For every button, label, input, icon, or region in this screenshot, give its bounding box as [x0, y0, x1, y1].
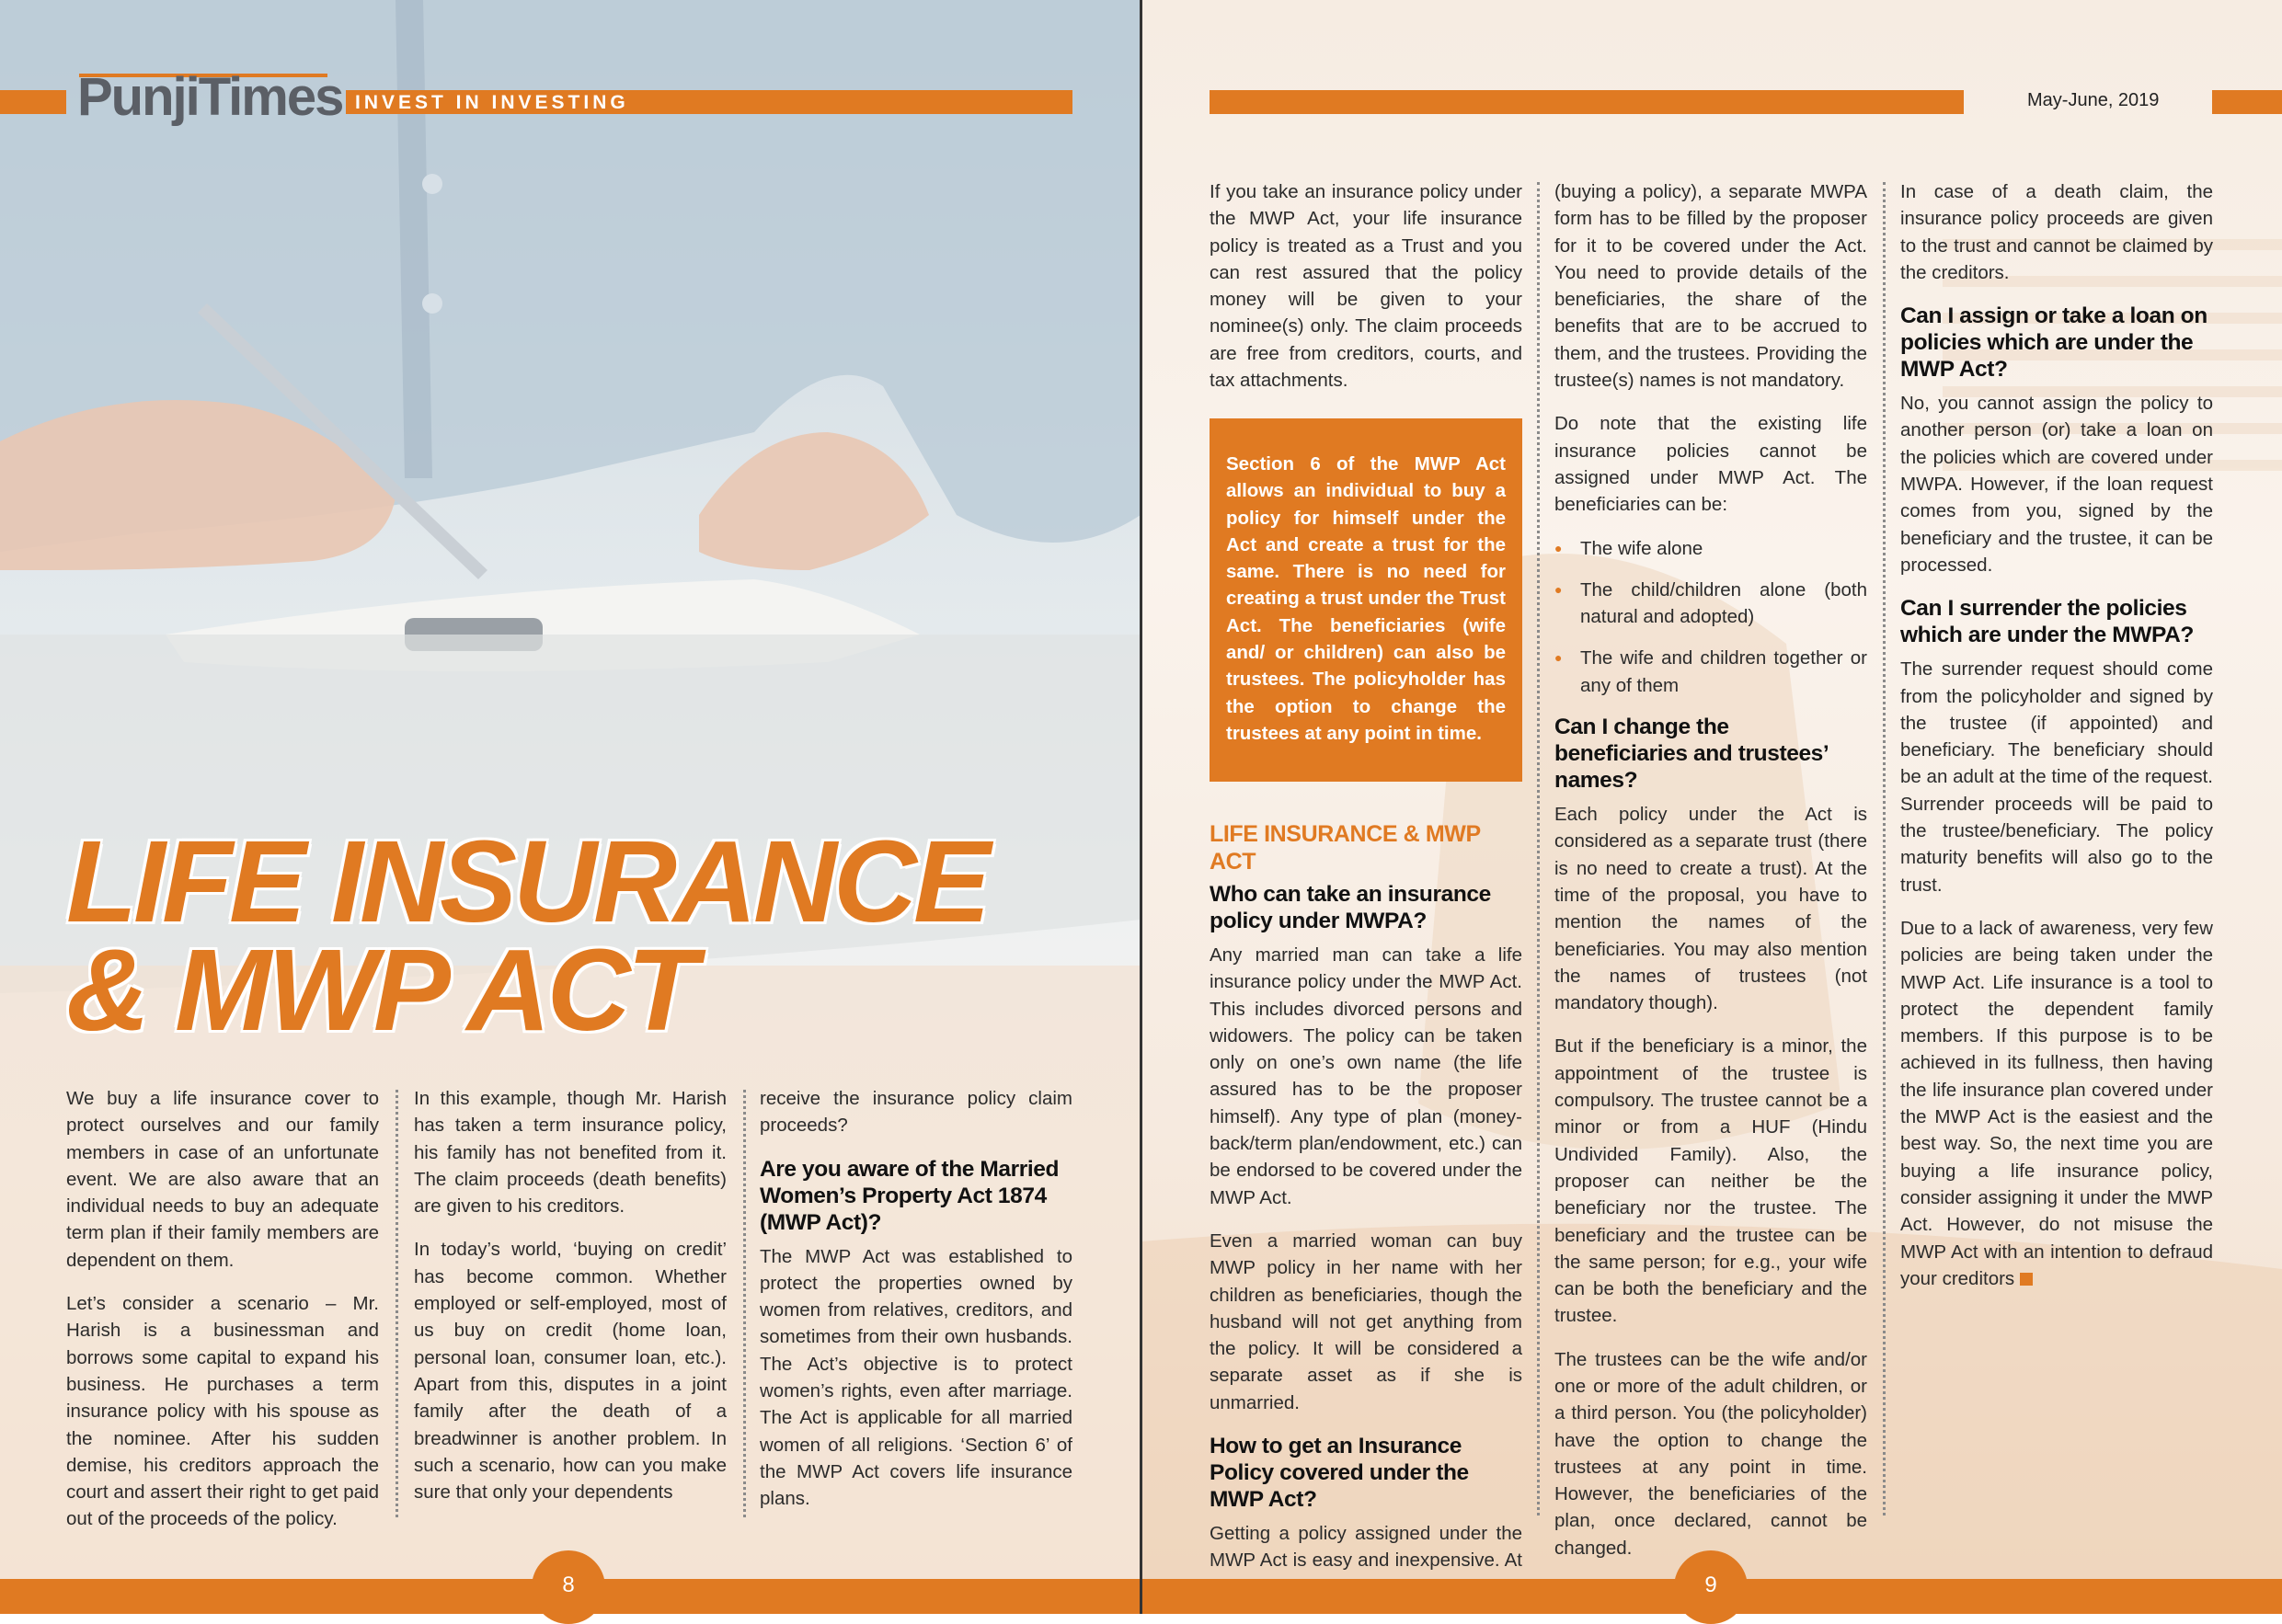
column-divider: [1537, 182, 1540, 1515]
closing-paragraph: Due to a lack of awareness, very few policies are being taken under the MWP Act. Life insurance is a tool to protect the dependent family members. If this purpose is to be achieved in its fullness, then having the life insurance plan covered under the MWP Act is the easiest and the best way. So, the next time you are buying a life insurance policy, consider assigning it under the MWP Act. However, do not misuse the MWP Act with an intention to defraud your creditors: [1900, 917, 2213, 1289]
paragraph: Do note that the existing life insurance policies cannot be assigned under MWP Act. The beneficiaries can be:: [1554, 413, 1867, 516]
left-column-3: [760, 1085, 1072, 1529]
article-title: [66, 817, 1078, 1055]
subheading: Are you aware of the Married Women’s Property Act 1874 (MWP Act)?: [760, 1156, 1060, 1235]
list-item: ● The child/children alone (both natural and adopted): [1554, 577, 1867, 631]
subheading: How to get an Insurance Policy covered under the MWP Act?: [1210, 1434, 1469, 1513]
left-column-2: [414, 1085, 727, 1522]
paragraph: (buying a policy), a separate MWPA form has to be filled by the proposer for it to be covered under the Act. You need to provide details of the beneficiaries, the share of the benefits that are to be accrued to them, and the trustees. Providing the trustee(s) names is not mandatory.: [1554, 181, 1867, 392]
title-line-2: & MWP ACT: [66, 925, 694, 1055]
paragraph: If you take an insurance policy under the MWP Act, your life insurance policy is treated as a Trust and you can rest assured that the policy money will be given to your nominee(s) only. The claim proceeds are free from creditors, courts, and tax attachments.: [1210, 181, 1522, 392]
subheading: Who can take an insurance policy under MWPA?: [1210, 882, 1491, 933]
paragraph: In case of a death claim, the insurance policy proceeds are given to the trust and cannot be claimed by the creditors.: [1900, 181, 2213, 283]
issue-date: May-June, 2019: [2027, 90, 2160, 110]
column-divider: [396, 1090, 398, 1517]
subheading: Can I change the beneficiaries and trustees’ names?: [1554, 715, 1828, 794]
paragraph: We buy a life insurance cover to protect ourselves and our family members in case of an unfortunate event. We are also aware that an individual needs to buy an adequate term plan if their family members are dependent on them.: [66, 1088, 379, 1271]
paragraph: [1900, 915, 2213, 1292]
header-bar-right-end: [2212, 90, 2282, 114]
paragraph: No, you cannot assign the policy to another person (or) take a loan on the policies which are covered under MWPA. However, if the loan request comes from you, signed by the beneficiary and the trustee, it can be processed.: [1900, 393, 2213, 576]
column-divider: [1883, 182, 1886, 1515]
page-number-right: 9: [1674, 1550, 1748, 1624]
beneficiary-list: [1554, 535, 1867, 699]
paragraph: But if the beneficiary is a minor, the appointment of the trustee is compulsory. The trustee cannot be a minor or from a HUF (Hindu Undivided Family). Also, the proposer can neither be the beneficiary nor the trustee. The beneficiary and the trustee can be the same person; for e.g., your wife can be both the beneficiary and the trustee.: [1554, 1035, 1867, 1327]
paragraph: In this example, though Mr. Harish has taken a term insurance policy, his family has not benefited from it. The claim proceeds (death benefits) are given to his creditors.: [414, 1088, 727, 1218]
page-number-left: 8: [532, 1550, 605, 1624]
end-mark-icon: [2020, 1273, 2033, 1286]
paragraph: Let’s consider a scenario – Mr. Harish is a businessman and borrows some capital to expand his business. He purchases a term insurance policy with his spouse as the nominee. After his sudden demise, his creditors approach the court and assert their right to get paid out of the proceeds of the policy.: [66, 1293, 379, 1530]
paragraph: receive the insurance policy claim proceeds?: [760, 1088, 1072, 1137]
right-column-3: [1900, 178, 2213, 1309]
paragraph: The surrender request should come from the policyholder and signed by the trustee (if appointed) and beneficiary. The beneficiary should be an adult at the time of the request. Surrender proceeds will be paid to the trustee/beneficiary. The policy maturity benefits will also go to the trust.: [1900, 658, 2213, 896]
paragraph: Any married man can take a life insurance policy under the MWP Act. This includes divorced persons and widowers. The policy can be taken only on one’s own name (the life assured has to be the proposer himself). Any type of plan (money-back/term plan/endowment, etc.) can be endorsed to be covered under the MWP Act.: [1210, 944, 1522, 1208]
paragraph: The MWP Act was established to protect the properties owned by women from relatives, creditors, and sometimes from their own husbands. The Act’s objective is to protect women’s rights, even after marriage. The Act is applicable for all married women of all religions. ‘Section 6’ of the MWP Act covers life insurance plans.: [760, 1245, 1072, 1510]
list-item: ● The wife and children together or any of them: [1554, 645, 1867, 699]
punjitimes-logo: PunjiTimes: [77, 67, 343, 127]
callout-box: Section 6 of the MWP Act allows an individual to buy a policy for himself under the Act and create a trust for the same. There is no need for creating a trust under the Trust Act. The beneficiaries (wife and/ or children) can also be trustees. The policyholder has the option to change the trustees at any point in time.: [1210, 418, 1522, 782]
paragraph: The trustees can be the wife and/or one or more of the adult children, or a third person. You (the policyholder) have the option to change the trustees at any point in time. However, the beneficiaries of the plan, once declared, cannot be changed.: [1554, 1348, 1867, 1559]
page-spine: [1140, 0, 1142, 1614]
header-bar-right: [1210, 90, 1964, 114]
paragraph: Getting a policy assigned under the MWP Act is easy and inexpensive. At: [1210, 1523, 1522, 1572]
paragraph: In today’s world, ‘buying on credit’ has become common. Whether employed or self-employed, most of us buy on credit (home loan, personal loan, consumer loan, etc.). Apart from this, disputes in a joint family after the death of a breadwinner is another problem. In such a scenario, how can you make sure that only your dependents: [414, 1239, 727, 1504]
subheading: Can I assign or take a loan on policies which are under the MWP Act?: [1900, 303, 2207, 383]
paragraph: Each policy under the Act is considered as a separate trust (there is no need to create a trust). At the time of the proposal, you have to mention the names of the beneficiaries. You may also mention the names of trustees (not mandatory though).: [1554, 804, 1867, 1014]
list-item: ● The wife alone: [1554, 535, 1867, 562]
paragraph: Even a married woman can buy MWP policy in her name with her children as beneficiaries, though the husband will not get anything from the policy. It will be considered a separate asset as if she is unmarried.: [1210, 1229, 1522, 1413]
tagline: INVEST IN INVESTING: [355, 92, 629, 113]
subheading: Can I surrender the policies which are under the MWPA?: [1900, 596, 2194, 648]
right-column-2: [1554, 178, 1867, 1578]
column-divider: [743, 1090, 746, 1517]
right-column-1: [1210, 178, 1522, 410]
title-line-1: LIFE INSURANCE: [66, 817, 988, 946]
section-title: LIFE INSURANCE & MWP ACT: [1210, 821, 1481, 875]
left-column-1: [66, 1085, 379, 1550]
header-bar-left: [0, 90, 66, 114]
right-column-1-lower: [1210, 802, 1522, 1618]
